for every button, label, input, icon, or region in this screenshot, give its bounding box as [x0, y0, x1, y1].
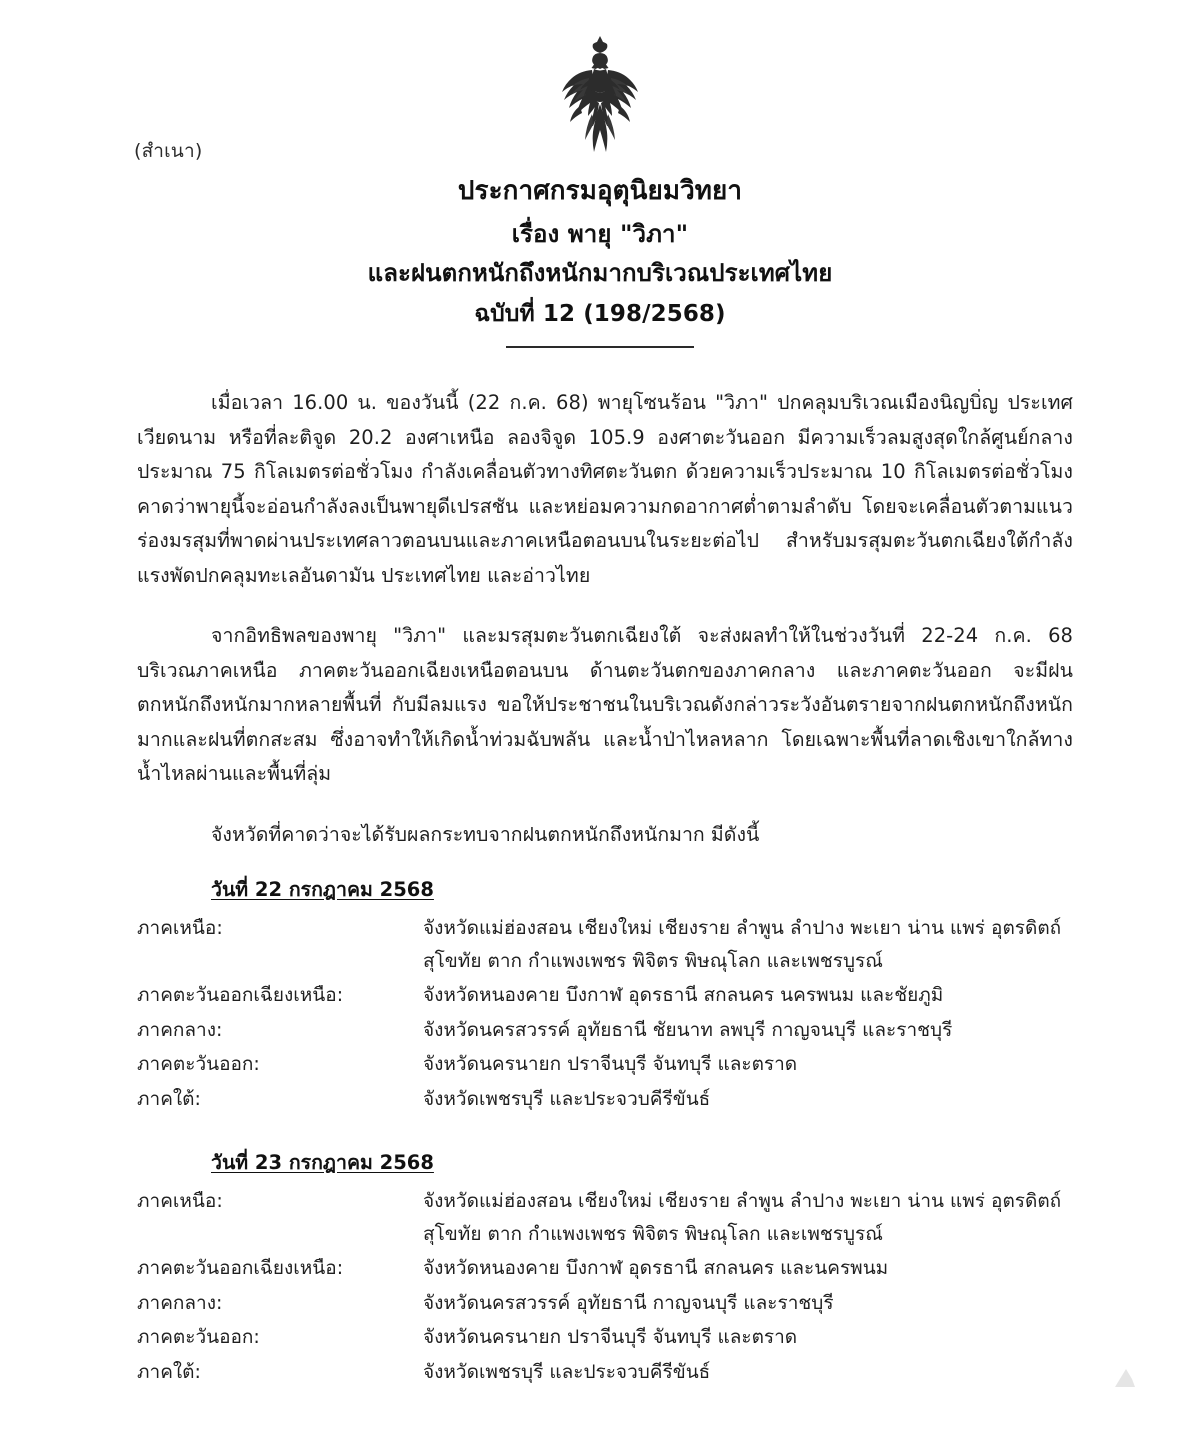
region-provinces: จังหวัดแม่ฮ่องสอน เชียงใหม่ เชียงราย ลำพูน ลำปาง พะเยา น่าน แพร่ อุตรดิตถ์ สุโขทัย ตาก กำแพงเพชร พิจิตร พิษณุโลก และเพชรบูรณ์ — [423, 917, 1062, 972]
region-label: ภาคใต้: — [137, 1087, 201, 1110]
region-provinces: จังหวัดนครสวรรค์ อุทัยธานี กาญจนบุรี และราชบุรี — [423, 1291, 834, 1314]
region-label: ภาคตะวันออก: — [137, 1326, 260, 1348]
scan-artifact — [1112, 1365, 1138, 1391]
heading-divider — [506, 346, 694, 348]
region-provinces: จังหวัดหนองคาย บึงกาฬ อุดรธานี สกลนคร และนครพนม — [423, 1257, 889, 1279]
heading-divider-container — [0, 346, 1200, 348]
table-row — [137, 1252, 1073, 1287]
table-row — [137, 979, 1073, 1014]
table-row — [137, 912, 1073, 979]
region-label: ภาคตะวันออกเฉียงเหนือ: — [137, 1257, 344, 1279]
table-row — [137, 1356, 1073, 1391]
table-row — [137, 1083, 1073, 1118]
region-label: ภาคใต้: — [137, 1360, 201, 1383]
region-label: ภาคตะวันออกเฉียงเหนือ: — [137, 984, 344, 1006]
date-section-title: วันที่ 22 กรกฎาคม 2568 — [211, 878, 434, 901]
paragraph-impact-forecast: จากอิทธิพลของพายุ "วิภา" และมรสุมตะวันตกเฉียงใต้ จะส่งผลทำให้ในช่วงวันที่ 22-24 ก.ค. 68 บริเวณภาคเหนือ ภาคตะวันออกเฉียงเหนือตอนบน ด้านตะวันตกของภาคกลาง และภาคตะวันออก จะมีฝนตกหนักถึงหนักมากหลายพื้นที่ กับมีลมแรง ขอให้ประชาชนในบริเวณดังกล่าวระวังอันตรายจากฝนตกหนักถึงหนักมากและฝนที่ตกสะสม ซึ่งอาจทำให้เกิดน้ำท่วมฉับพลัน และน้ำป่าไหลหลาก โดยเฉพาะพื้นที่ลาดเชิงเขาใกล้ทางน้ำไหลผ่านและพื้นที่ลุ่ม — [137, 624, 1073, 785]
region-provinces: จังหวัดเพชรบุรี และประจวบคีรีขันธ์ — [423, 1087, 711, 1110]
paragraph-storm-status: เมื่อเวลา 16.00 น. ของวันนี้ (22 ก.ค. 68) พายุโซนร้อน "วิภา" ปกคลุมบริเวณเมืองนิญบิ่ญ ประเทศเวียดนาม หรือที่ละติจูด 20.2 องศาเหนือ ลองจิจูด 105.9 องศาตะวันออก มีความเร็วลมสูงสุดใกล้ศูนย์กลางประมาณ 75 กิโลเมตรต่อชั่วโมง กำลังเคลื่อนตัวทางทิศตะวันตก ด้วยความเร็วประมาณ 10 กิโลเมตรต่อชั่วโมง คาดว่าพายุนี้จะอ่อนกำลังลงเป็นพายุดีเปรสชัน และหย่อมความกดอากาศต่ำตามลำดับ โดยจะเคลื่อนตัวตามแนวร่องมรสุมที่พาดผ่านประเทศลาวตอนบนและภาคเหนือตอนบนในระยะต่อไป สำหรับมรสุมตะวันตกเฉียงใต้กำลังแรงพัดปกคลุมทะเลอันดามัน ประเทศไทย และอ่าวไทย — [137, 391, 1073, 587]
heading-issue-number: ฉบับที่ 12 (198/2568) — [474, 301, 726, 328]
region-provinces: จังหวัดนครสวรรค์ อุทัยธานี ชัยนาท ลพบุรี กาญจนบุรี และราชบุรี — [423, 1018, 953, 1041]
affected-provinces-lead-in: จังหวัดที่คาดว่าจะได้รับผลกระทบจากฝนตกหนักถึงหนักมาก มีดังนี้ — [211, 822, 760, 846]
region-label: ภาคเหนือ: — [137, 1190, 223, 1212]
region-label: ภาคเหนือ: — [137, 917, 223, 939]
region-label: ภาคกลาง: — [137, 1291, 223, 1314]
table-row — [137, 1185, 1073, 1252]
region-provinces: จังหวัดนครนายก ปราจีนบุรี จันทบุรี และตราด — [423, 1326, 798, 1348]
date-section-title: วันที่ 23 กรกฎาคม 2568 — [211, 1151, 434, 1174]
date-section-22-july — [137, 874, 1073, 1117]
region-label: ภาคกลาง: — [137, 1018, 223, 1041]
region-provinces: จังหวัดหนองคาย บึงกาฬ อุดรธานี สกลนคร นครพนม และชัยภูมิ — [423, 984, 944, 1006]
heading-agency: ประกาศกรมอุตุนิยมวิทยา — [457, 176, 743, 206]
region-province-table — [137, 912, 1073, 1117]
garuda-emblem — [530, 34, 670, 160]
table-row — [137, 1014, 1073, 1049]
heading-subject: เรื่อง พายุ "วิภา" — [511, 219, 689, 248]
region-provinces: จังหวัดนครนายก ปราจีนบุรี จันทบุรี และตราด — [423, 1053, 798, 1075]
date-section-23-july — [137, 1147, 1073, 1390]
document-body — [137, 386, 1073, 1390]
table-row — [137, 1287, 1073, 1322]
region-provinces: จังหวัดเพชรบุรี และประจวบคีรีขันธ์ — [423, 1360, 711, 1383]
table-row — [137, 1048, 1073, 1083]
region-label: ภาคตะวันออก: — [137, 1053, 260, 1075]
table-row — [137, 1321, 1073, 1356]
region-provinces: จังหวัดแม่ฮ่องสอน เชียงใหม่ เชียงราย ลำพูน ลำปาง พะเยา น่าน แพร่ อุตรดิตถ์ สุโขทัย ตาก กำแพงเพชร พิจิตร พิษณุโลก และเพชรบูรณ์ — [423, 1190, 1062, 1245]
region-province-table — [137, 1185, 1073, 1390]
copy-mark: (สำเนา) — [134, 140, 203, 162]
heading-subject-detail: และฝนตกหนักถึงหนักมากบริเวณประเทศไทย — [367, 258, 833, 287]
document-heading — [0, 172, 1200, 348]
